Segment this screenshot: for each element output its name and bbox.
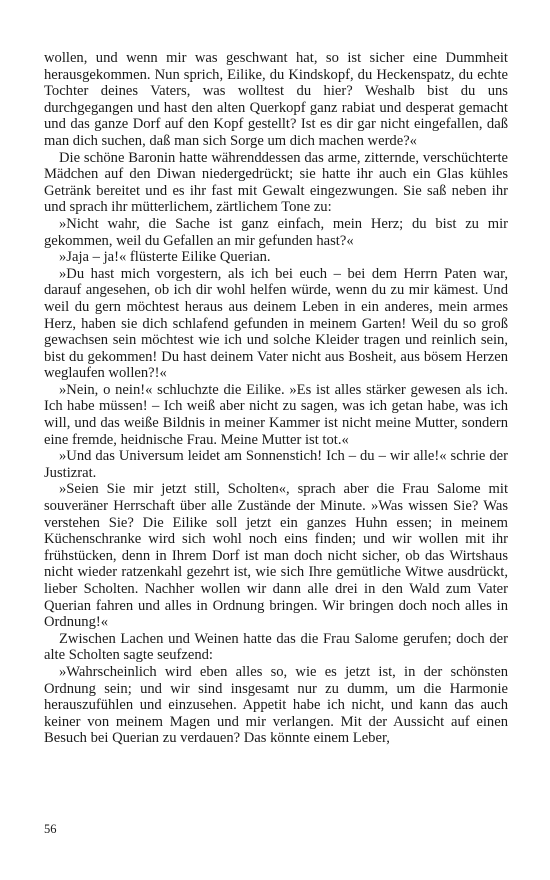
paragraph: »Und das Universum leidet am Sonnenstich! Ich – du – wir alle!« schrie der Justizrat. (44, 448, 508, 481)
page-number: 56 (44, 822, 57, 836)
paragraph: Zwischen Lachen und Weinen hatte das die Frau Salome gerufen; doch der alte Scholten sagte seufzend: (44, 630, 508, 664)
main-text (44, 50, 508, 747)
paragraph: »Nein, o nein!« schluchzte die Eilike. »Es ist alles stärker gewesen als ich. Ich habe müssen! – Ich weiß aber nicht zu sagen, was ich getan habe, was ich will, und das weiße Bildnis in meiner Kammer ist nicht meine Mutter, sondern eine fremde, heidnische Frau. Meine Mutter ist tot.« (44, 381, 508, 448)
paragraph: »Wahrscheinlich wird eben alles so, wie es jetzt ist, in der schönsten Ordnung sein; und wir sind insgesamt nur zu dumm, um die Harmonie herauszufühlen und einzusehen. Appetit habe ich nicht, und kann das auch keiner von meinem Magen und mir verlangen. Mit der Aussicht auf einen Besuch bei Querian zu verdauen? Das könnte einem Leber, (44, 663, 508, 747)
paragraph: »Jaja – ja!« flüsterte Eilike Querian. (59, 249, 271, 266)
paragraph: »Nicht wahr, die Sache ist ganz einfach, mein Herz; du bist zu mir gekommen, weil du Gefallen an mir gefunden hast?« (44, 215, 508, 249)
page-body (44, 50, 508, 747)
paragraph: »Du hast mich vorgestern, als ich bei euch – bei dem Herrn Paten war, darauf angesehen, ob ich dir wohl helfen würde, wenn du zu mir kämest. Und weil du gern möchtest heraus aus deinem Leben in ein anderes, mein armes Herz, haben sie dich schlafend gefunden in meinem Garten! Weil du so groß gewachsen sein möchtest wie ich und solche Kleider tragen und reinlich sein, bist du gekommen! Du hast deinem Vater nicht aus Bosheit, aus bösem Herzen weglaufen wollen?!« (44, 265, 508, 382)
paragraph: wollen, und wenn mir was geschwant hat, so ist sicher eine Dummheit herausgekommen. Nun sprich, Eilike, du Kindskopf, du Heckenspatz, du echte Tochter deines Vaters, was wolltest du hier? Weshalb bist du uns durchgegangen und hast den alten Querkopf ganz rabiat und desperat gemacht und das ganze Dorf auf den Kopf gestellt? Ist es dir gar nicht eingefallen, daß man dich suchen, daß man sich Sorge um dich machen werde?« (44, 50, 508, 149)
paragraph: Die schöne Baronin hatte währenddessen das arme, zitternde, verschüchterte Mädchen auf den Diwan niedergedrückt; sie hatte ihr auch ein Glas kühles Getränk bereitet und es ihr fast mit Gewalt eingezwungen. Sie saß neben ihr und sprach ihr mütterlichem, zärtlichem Tone zu: (44, 149, 508, 216)
paragraph: »Seien Sie mir jetzt still, Scholten«, sprach aber die Frau Salome mit souveräner Herrschaft über alle Zustände der Minute. »Was wissen Sie? Was verstehen Sie? Die Eilike soll jetzt ein ganzes Huhn essen; in meinem Küchenschranke wird sich wohl noch eins finden; und wir wollen mit ihr frühstücken, denn in Ihrem Dorf ist man doch nicht sicher, ob das Wirtshaus nicht wieder ratzenkahl gezehrt ist, wie sich Ihre gemütliche Witwe ausdrückt, lieber Scholten. Nachher wollen wir dann alle drei in den Wald zum Vater Querian fahren und alles in Ordnung bringen. Wir bringen doch noch alles in Ordnung!« (44, 481, 508, 631)
